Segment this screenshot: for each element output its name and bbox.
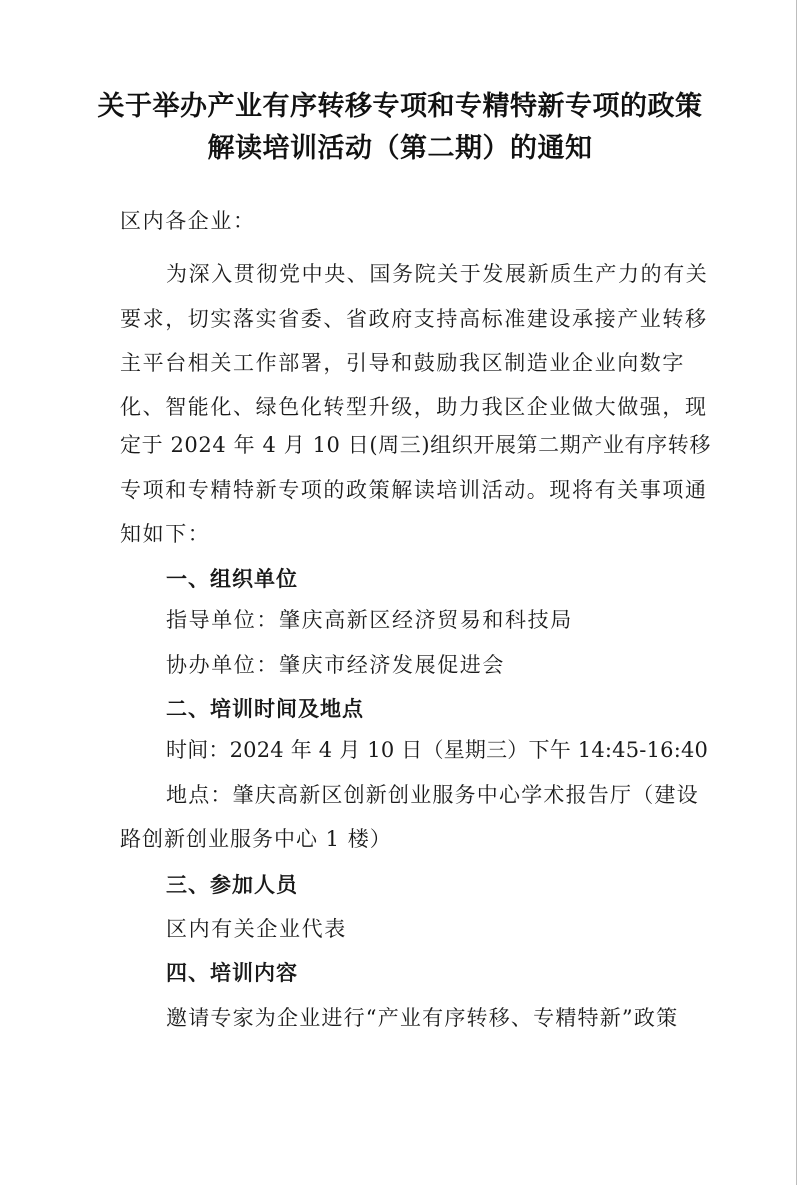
- training-place-line: 路创新创业服务中心 1 楼）: [120, 827, 392, 851]
- co-organizer-unit: 协办单位：肇庆市经济发展促进会: [166, 653, 505, 677]
- document-title-line-2: 解读培训活动（第二期）的通知: [207, 133, 593, 164]
- section-heading-organizers: 一、组织单位: [166, 567, 298, 591]
- intro-line: 专项和专精特新专项的政策解读培训活动。现将有关事项通: [120, 478, 708, 502]
- section-heading-participants: 三、参加人员: [166, 873, 298, 897]
- intro-line: 化、智能化、绿色化转型升级，助力我区企业做大做强，现: [120, 395, 708, 419]
- training-content-line: 邀请专家为企业进行“产业有序转移、专精特新”政策: [166, 1006, 679, 1030]
- training-place-line: 地点：肇庆高新区创新创业服务中心学术报告厅（建设: [166, 783, 699, 807]
- scan-edge-line: [796, 0, 797, 1185]
- training-time: 时间：2024 年 4 月 10 日（星期三）下午 14:45-16:40: [166, 738, 709, 762]
- intro-line: 知如下：: [120, 522, 211, 546]
- salutation: 区内各企业：: [120, 209, 256, 233]
- intro-line: 主平台相关工作部署，引导和鼓励我区制造业企业向数字: [120, 351, 685, 375]
- intro-line: 要求，切实落实省委、省政府支持高标准建设承接产业转移: [120, 307, 708, 331]
- intro-line: 定于 2024 年 4 月 10 日(周三)组织开展第二期产业有序转移: [120, 433, 711, 457]
- document-title-line-1: 关于举办产业有序转移专项和专精特新专项的政策: [97, 91, 703, 122]
- section-heading-time-place: 二、培训时间及地点: [166, 697, 364, 721]
- guide-unit: 指导单位：肇庆高新区经济贸易和科技局: [166, 608, 573, 632]
- intro-line: 为深入贯彻党中央、国务院关于发展新质生产力的有关: [166, 262, 709, 286]
- participants: 区内有关企业代表: [166, 917, 347, 941]
- section-heading-content: 四、培训内容: [166, 961, 298, 985]
